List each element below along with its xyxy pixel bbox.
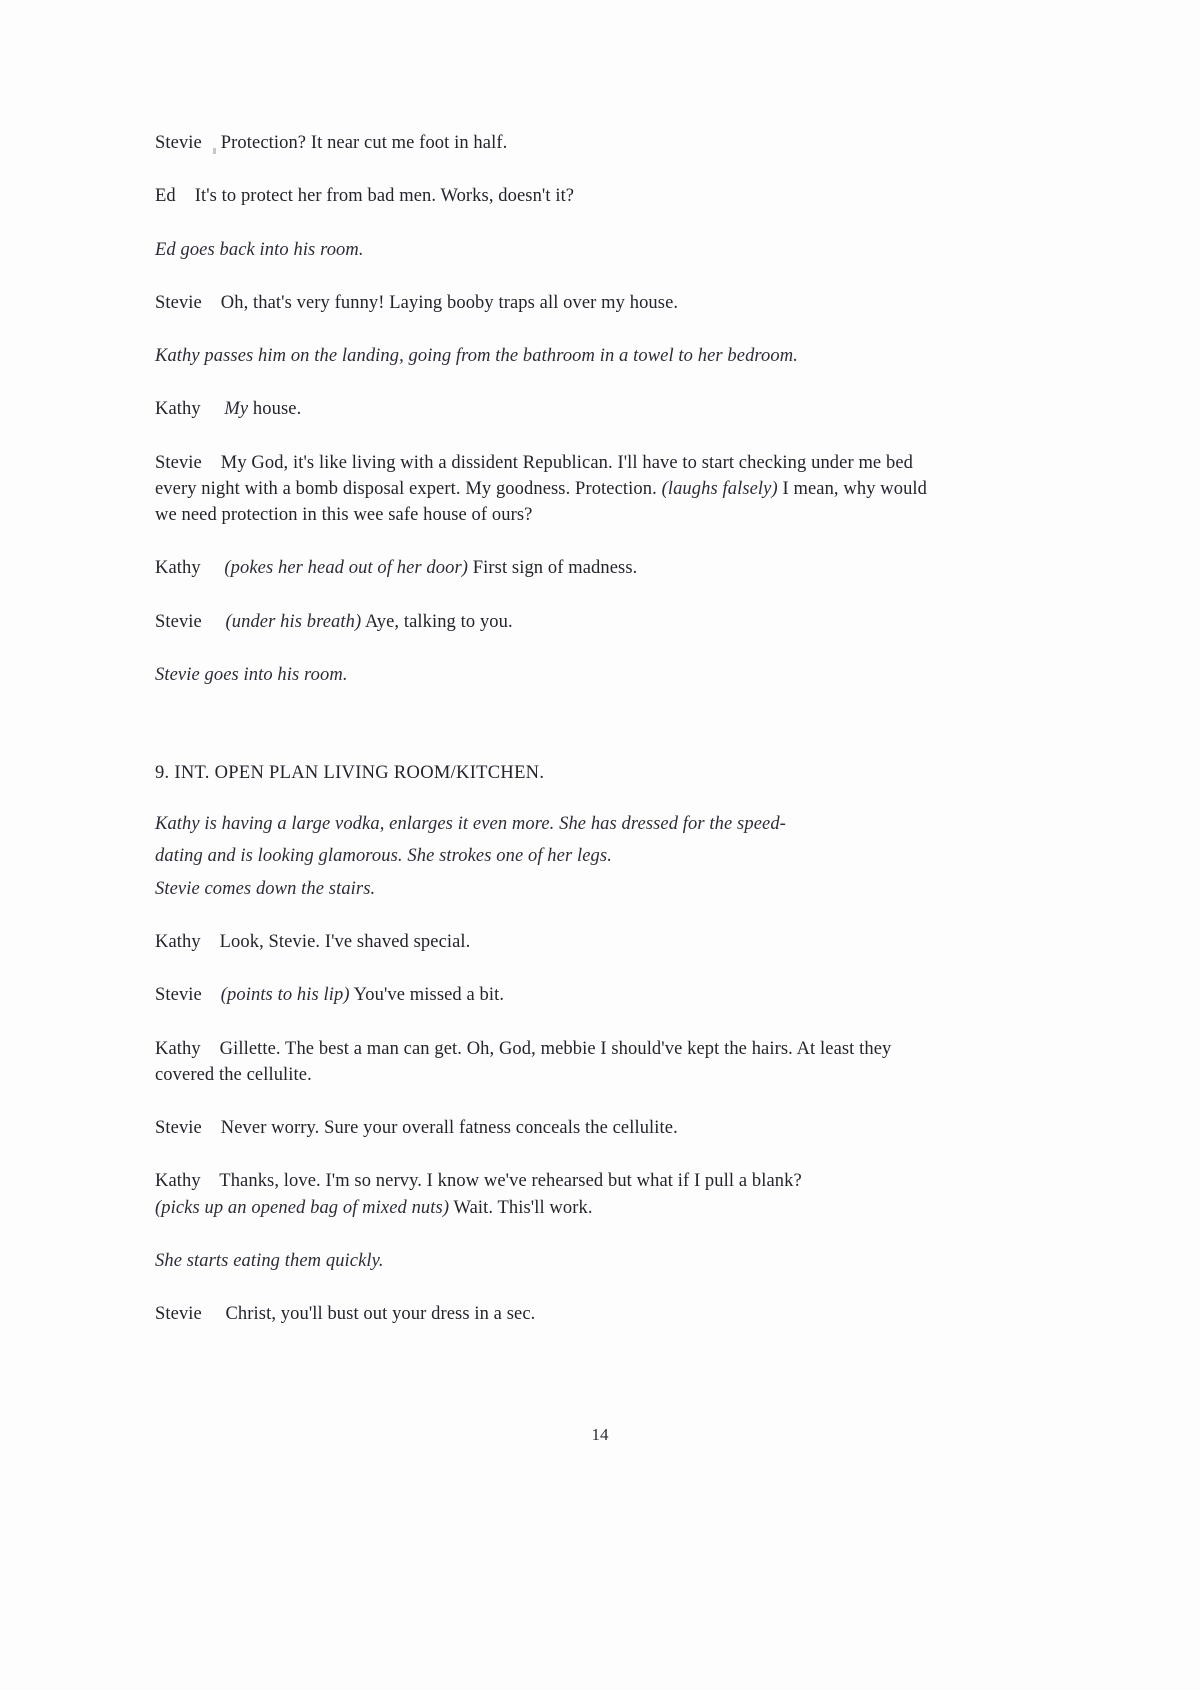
speaker-name: Stevie: [155, 452, 202, 473]
inline-direction: (laughs falsely): [661, 478, 778, 499]
page-content: [155, 130, 945, 1354]
dialogue-text: My God, it's like living with a dissident Republican. I'll have to start checking under me bed every night with a bomb disposal expert. My goodness. Protection.: [155, 452, 913, 499]
inline-direction: (picks up an opened bag of mixed nuts): [155, 1197, 450, 1218]
dialogue-line: [155, 1301, 945, 1327]
speaker-name: Stevie: [155, 985, 202, 1006]
speaker-name: Kathy: [155, 558, 201, 579]
dialogue-line: [155, 555, 945, 581]
dialogue-line: [155, 609, 945, 635]
scene-heading: 9. INT. OPEN PLAN LIVING ROOM/KITCHEN.: [155, 763, 545, 784]
dialogue-text: First sign of madness.: [472, 558, 638, 579]
inline-direction: (under his breath): [225, 611, 362, 632]
dialogue-line: [155, 1168, 945, 1221]
dialogue-text: Oh, that's very funny! Laying booby traps all over my house.: [220, 292, 679, 313]
speaker-name: Stevie: [155, 1304, 202, 1325]
stage-direction-line: Kathy is having a large vodka, enlarges it even more. She has dressed for the speed-: [155, 814, 786, 835]
stage-direction-line: Stevie comes down the stairs.: [155, 878, 376, 899]
speaker-name: Kathy: [155, 1171, 201, 1192]
speaker-name: Stevie: [155, 611, 202, 632]
inline-direction: My: [224, 399, 249, 420]
dialogue-text: Thanks, love. I'm so nervy. I know we've rehearsed but what if I pull a blank?: [219, 1171, 802, 1192]
dialogue-line: [155, 450, 945, 529]
speaker-name: Kathy: [155, 1038, 201, 1059]
dialogue-text: Never worry. Sure your overall fatness conceals the cellulite.: [220, 1118, 678, 1139]
stage-direction: Kathy passes him on the landing, going from the bathroom in a towel to her bedroom.: [155, 346, 798, 367]
stage-direction: Ed goes back into his room.: [155, 239, 364, 260]
dialogue-text: Gillette. The best a man can get. Oh, God, mebbie I should've kept the hairs. At least they covered the cellulite.: [155, 1038, 892, 1085]
dialogue-text: You've missed a bit.: [353, 985, 505, 1006]
speaker-name: Ed: [155, 186, 176, 207]
speaker-name: Stevie: [155, 133, 202, 153]
dialogue-line: [155, 1115, 945, 1141]
dialogue-text: Look, Stevie. I've shaved special.: [219, 931, 471, 952]
dialogue-text: Aye, talking to you.: [364, 611, 513, 632]
dialogue-line: [155, 982, 945, 1008]
speaker-name: Stevie: [155, 292, 202, 313]
dialogue-line: [155, 929, 945, 955]
dialogue-line: [155, 130, 945, 156]
dialogue-text-continued: Wait. This'll work.: [453, 1197, 593, 1218]
section-gap: [155, 715, 945, 763]
speaker-name: Kathy: [155, 931, 201, 952]
dialogue-line: [155, 183, 945, 209]
stage-direction: Stevie goes into his room.: [155, 664, 348, 685]
inline-direction: (pokes her head out of her door): [224, 558, 469, 579]
dialogue-text-continued: I mean, why would we need protection in this wee safe house of ours?: [155, 478, 928, 526]
dialogue-line: [155, 290, 945, 316]
stage-direction-line: dating and is looking glamorous. She strokes one of her legs.: [155, 846, 612, 867]
inline-direction: (points to his lip): [220, 985, 350, 1006]
stage-direction: She starts eating them quickly.: [155, 1250, 384, 1271]
speaker-name: Stevie: [155, 1118, 202, 1139]
page-number: 14: [591, 1425, 609, 1444]
dialogue-text: house.: [252, 399, 302, 420]
speaker-name: Kathy: [155, 399, 201, 420]
dialogue-line: [155, 396, 945, 422]
dialogue-text: Protection? It near cut me foot in half.: [220, 133, 508, 153]
dialogue-text: Christ, you'll bust out your dress in a sec.: [225, 1304, 536, 1325]
dialogue-line: [155, 1036, 945, 1089]
dialogue-text: It's to protect her from bad men. Works, doesn't it?: [194, 186, 575, 207]
